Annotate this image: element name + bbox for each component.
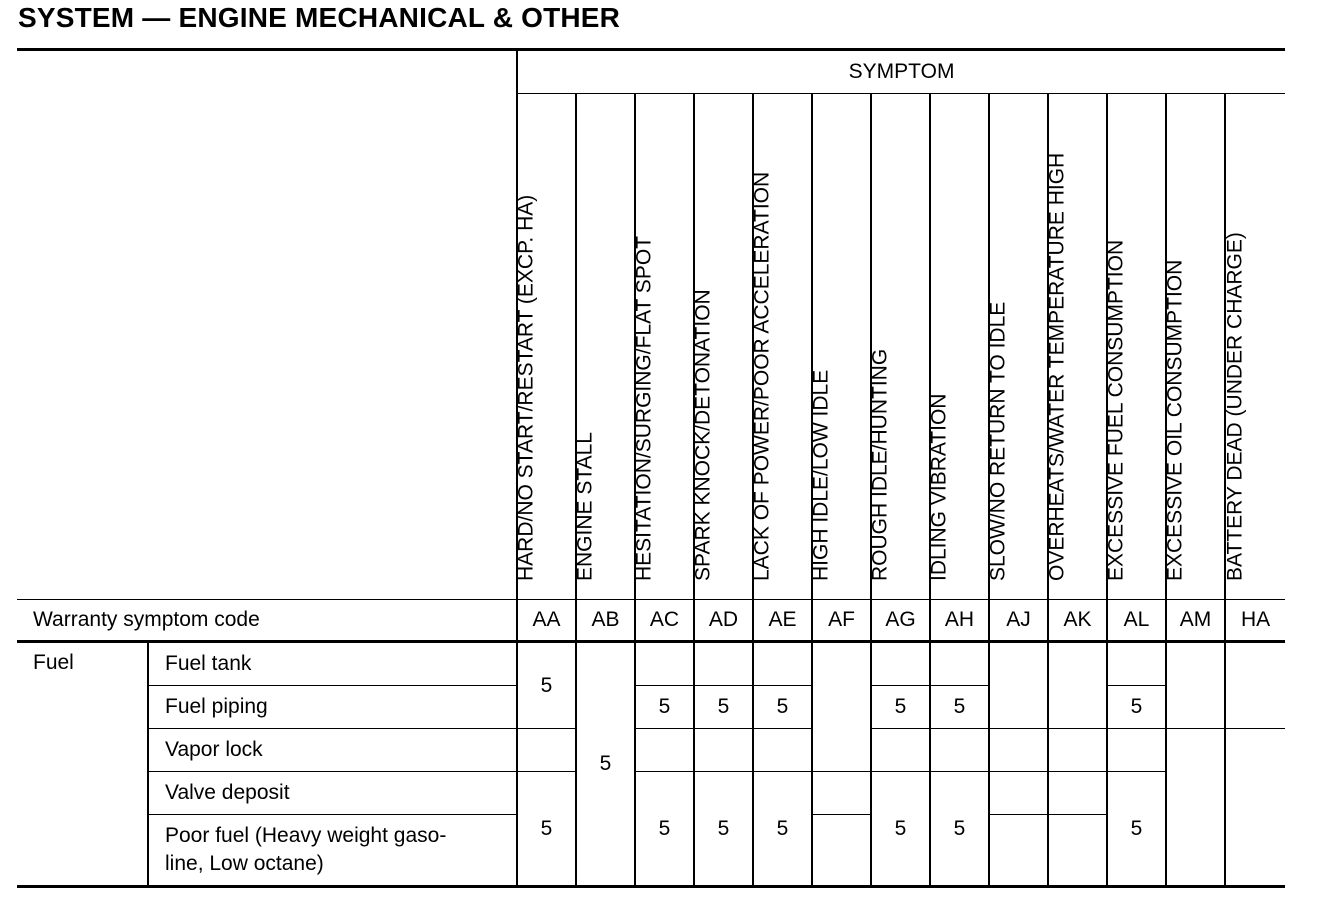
- symptom-label: BATTERY DEAD (UNDER CHARGE): [1223, 232, 1247, 581]
- symptom-column-header: [632, 94, 694, 600]
- table-cell: [1048, 642, 1107, 729]
- table-cell: [694, 642, 753, 686]
- symptom-label: SPARK KNOCK/DETONATION: [691, 289, 714, 581]
- table-cell: [1107, 642, 1166, 686]
- table-cell: [812, 815, 871, 887]
- symptom-column-header: [573, 94, 635, 600]
- symptom-label: ROUGH IDLE/HUNTING: [868, 348, 891, 581]
- warranty-code-row: [17, 600, 1285, 642]
- symptom-code: AB: [576, 600, 635, 642]
- corner-cell: [17, 50, 517, 600]
- symptom-code: AA: [517, 600, 576, 642]
- symptom-column-header: [1104, 94, 1166, 600]
- component-label: Fuel piping: [148, 686, 517, 729]
- symptom-code: AC: [635, 600, 694, 642]
- table-cell: 5: [871, 772, 930, 887]
- table-cell: [635, 642, 694, 686]
- symptom-label: IDLING VIBRATION: [927, 393, 950, 581]
- symptom-label: SLOW/NO RETURN TO IDLE: [986, 301, 1009, 581]
- symptom-code: AM: [1166, 600, 1225, 642]
- table-cell: [812, 642, 871, 772]
- table-cell: 5: [1107, 772, 1166, 887]
- table-cell: 5: [871, 686, 930, 729]
- table-cell: [1225, 642, 1285, 729]
- symptom-header: SYMPTOM: [517, 50, 1285, 94]
- table-cell: [989, 772, 1048, 815]
- table-cell: [812, 772, 871, 815]
- table-row: [17, 772, 1285, 815]
- symptom-column-header: [809, 94, 871, 600]
- symptom-code: HA: [1225, 600, 1285, 642]
- symptom-code: AK: [1048, 600, 1107, 642]
- symptom-code: AG: [871, 600, 930, 642]
- table-cell: 5: [576, 642, 635, 887]
- table-cell: [1048, 729, 1107, 772]
- symptom-label: HESITATION/SURGING/FLAT SPOT: [632, 236, 655, 581]
- table-cell: [871, 729, 930, 772]
- table-cell: 5: [694, 686, 753, 729]
- table-cell: [1166, 729, 1225, 887]
- table-cell: 5: [930, 686, 989, 729]
- page-title: SYSTEM — ENGINE MECHANICAL & OTHER: [18, 2, 621, 33]
- table-cell: [753, 729, 812, 772]
- table-cell: [930, 642, 989, 686]
- table-cell: [989, 729, 1048, 772]
- symptom-column-header: [750, 94, 812, 600]
- symptom-label: HARD/NO START/RESTART (EXCP. HA): [514, 194, 537, 581]
- table-cell: 5: [753, 686, 812, 729]
- table-cell: [1166, 642, 1225, 729]
- table-cell: 5: [517, 642, 576, 729]
- component-label: Valve deposit: [148, 772, 517, 815]
- symptom-code: AL: [1107, 600, 1166, 642]
- table-cell: [1225, 729, 1285, 887]
- symptom-column-header: [927, 94, 989, 600]
- symptom-code: AE: [753, 600, 812, 642]
- symptom-column-header: [1225, 94, 1285, 600]
- symptom-code: AF: [812, 600, 871, 642]
- component-label-line: line, Low octane): [165, 852, 324, 875]
- table-cell: [1048, 815, 1107, 887]
- table-cell: 5: [1107, 686, 1166, 729]
- symptom-column-header: [514, 94, 576, 600]
- table-cell: [871, 642, 930, 686]
- symptom-code: AH: [930, 600, 989, 642]
- table-cell: 5: [635, 772, 694, 887]
- symptom-column-header: [868, 94, 930, 600]
- warranty-code-label: Warranty symptom code: [17, 600, 517, 642]
- table-row: [17, 642, 1285, 686]
- diagnosis-table: [17, 48, 1285, 888]
- component-label: [148, 815, 517, 887]
- table-cell: [930, 729, 989, 772]
- symptom-label: ENGINE STALL: [573, 432, 596, 581]
- symptom-label: LACK OF POWER/POOR ACCELERATION: [750, 171, 773, 581]
- table-cell: 5: [930, 772, 989, 887]
- header-row: [17, 50, 1285, 94]
- symptom-code: AD: [694, 600, 753, 642]
- table-cell: 5: [753, 772, 812, 887]
- table-cell: [753, 642, 812, 686]
- component-label-line: Poor fuel (Heavy weight gaso-: [165, 824, 447, 847]
- table-cell: [989, 642, 1048, 729]
- table-cell: [1048, 772, 1107, 815]
- component-label: Vapor lock: [148, 729, 517, 772]
- table-cell: 5: [694, 772, 753, 887]
- table-cell: [1107, 729, 1166, 772]
- symptom-label: EXCESSIVE OIL CONSUMPTION: [1163, 259, 1186, 581]
- symptom-label: OVERHEATS/WATER TEMPERATURE HIGH: [1045, 152, 1068, 581]
- table-cell: 5: [517, 772, 576, 887]
- symptom-label: EXCESSIVE FUEL CONSUMPTION: [1104, 239, 1127, 581]
- table-row: [17, 729, 1285, 772]
- symptom-code: AJ: [989, 600, 1048, 642]
- symptom-column-header: [691, 94, 753, 600]
- symptom-column-header: [1163, 94, 1225, 600]
- symptom-label: HIGH IDLE/LOW IDLE: [809, 369, 832, 581]
- table-cell: [989, 815, 1048, 887]
- symptom-column-header: [1045, 94, 1107, 600]
- table-cell: [517, 729, 576, 772]
- table-cell: [635, 729, 694, 772]
- table-cell: 5: [635, 686, 694, 729]
- system-label: Fuel: [17, 642, 148, 887]
- table-cell: [694, 729, 753, 772]
- component-label: Fuel tank: [148, 642, 517, 686]
- symptom-column-header: [986, 94, 1048, 600]
